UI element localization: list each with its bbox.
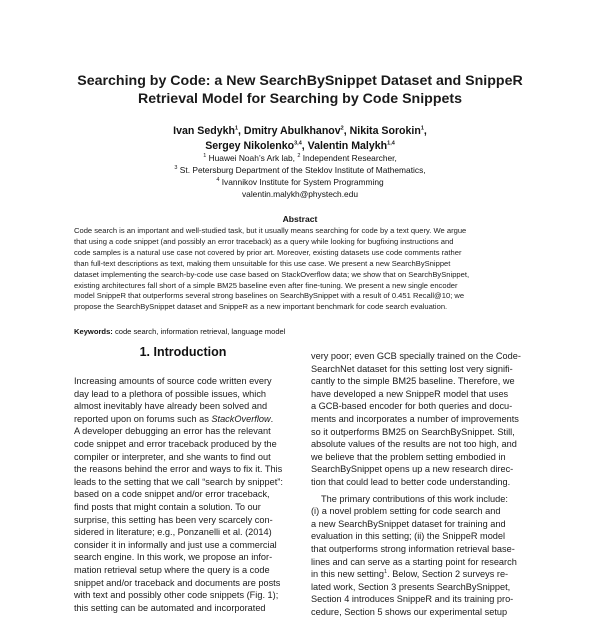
author-affil-mark: 1,4: [387, 140, 395, 147]
author-affil-mark: 2: [340, 125, 344, 132]
body-line: lated work, Section 3 presents SearchBySnippet,: [311, 581, 511, 592]
body-line: cantly to the simple BM25 baseline. Therefore, we: [311, 376, 515, 387]
body-line: The primary contributions of this work include:: [321, 493, 508, 504]
author-line-1: Ivan Sedykh$^1$, Dmitry Abulkhanov$^2$, Nikita Sorokin$^1$,: [173, 125, 427, 137]
contact-email: valentin.malykh@phystech.edu: [241, 189, 359, 199]
body-text: in this new setting: [311, 569, 385, 580]
abstract-line: dataset implementing the search-by-code use case based on StackOverflow data; we show that on SearchBySnippet,: [74, 269, 470, 279]
body-line: this setting can be automated and incorporated: [74, 602, 266, 613]
body-line: Increasing amounts of source code written every: [74, 376, 272, 386]
body-line: compiler or interpreter, and she wants to find out: [74, 451, 271, 462]
body-line: tion that could lead to better code understanding.: [311, 476, 511, 487]
footnote-mark: 1: [384, 569, 388, 576]
affiliation-line-1: [40, 152, 560, 164]
affil-text: St. Petersburg Department of the Steklov Institute of Mathematics,: [177, 165, 426, 175]
author-list: [40, 124, 560, 154]
body-line: code snippet and error traceback produced by the: [74, 438, 277, 449]
paper-title: [40, 72, 560, 108]
keywords-text: code search, information retrieval, language model: [112, 327, 286, 336]
body-line: based on a code snippet and/or error traceback,: [74, 489, 270, 500]
body-line: SearchNet dataset for this setting lost very signifi-: [311, 363, 513, 374]
affiliation-line-2: [40, 164, 560, 176]
abstract-heading: Abstract: [282, 214, 318, 224]
abstract-body: [74, 226, 529, 313]
body-line: the reasons behind the error and ways to fix it. This: [74, 464, 283, 475]
body-line: a new SearchBySnippet dataset for training and: [311, 518, 506, 529]
body-line: Section 4 introduces SnippeR and its training pro-: [311, 594, 514, 605]
body-line: (i) a novel problem setting for code search and: [311, 506, 501, 517]
body-line: evaluation in this setting; (ii) the SnippeR model: [311, 531, 506, 542]
title-line-2: Retrieval Model for Searching by Code Snippets: [137, 91, 462, 107]
body-line: find posts that might contain a solution. To our: [74, 501, 261, 512]
body-line: SearchBySnippet opens up a new research direc-: [311, 464, 514, 475]
body-line: so it outperforms BM25 on SearchBySnippet. Still,: [311, 426, 515, 437]
affil-mark: 1: [203, 153, 207, 160]
body-line: we believe that the problem setting embodied in: [311, 451, 506, 462]
abstract-line: that using a code snippet (and possibly an error traceback) as a query while looking for bugfixing instructions and: [74, 236, 454, 246]
left-column: [74, 375, 296, 614]
body-line: that outperforms strong information retrieval base-: [311, 543, 515, 554]
author-affil-mark: 1: [234, 125, 239, 132]
author-name: Nikita Sorokin: [349, 125, 421, 137]
affil-text: Ivannikov Institute for System Programming: [219, 177, 384, 187]
body-text: reported upon on forums such as: [74, 413, 212, 424]
author-affil-mark: 1: [420, 125, 424, 132]
affil-mark: 3: [174, 165, 178, 172]
body-line: consider it in informally and just use a commercial: [74, 539, 277, 550]
abstract-line: propose the SearchBySnippet dataset and SnippeR as a new important benchmark for code search evaluation.: [74, 302, 448, 312]
body-line: ments and incorporates a number of improvements: [311, 413, 519, 424]
author-name: Ivan Sedykh: [173, 125, 235, 137]
author-affil-mark: 3,4: [294, 140, 302, 147]
affil-text: Huawei Noah’s Ark lab,: [206, 153, 298, 163]
body-line: search engine. In this work, we propose an infor-: [74, 552, 273, 563]
abstract-line: existing architectures fall short of a simple BM25 baseline even after fine-tuning. We present a new single encoder: [74, 280, 458, 290]
body-text: .: [270, 413, 274, 424]
abstract-line: model SnippeR that outperforms several strong baselines on SearchBySnippet with a result of 0.451 Recall@10; we: [74, 291, 465, 301]
body-line: snippet and/or traceback and documents are posts: [74, 577, 281, 588]
affil-text: Independent Researcher,: [300, 153, 397, 163]
body-line: sidered in literature; e.g., Ponzanelli et al. (2014): [74, 527, 272, 538]
body-text: . Below, Section 2 surveys re-: [387, 569, 509, 580]
author-name: Sergey Nikolenko: [205, 140, 295, 152]
author-name: Valentin Malykh: [307, 140, 388, 152]
abstract-line: Code search is an important and well-studied task, but it usually means searching for code by a text query. We argue: [74, 226, 467, 235]
body-line: absolute values of the results are not too high, and: [311, 439, 517, 450]
affiliation-line-3: [40, 176, 560, 188]
affiliations: [40, 152, 560, 200]
keywords: [74, 327, 529, 336]
body-line: almost inevitably have already been solved and: [74, 401, 268, 412]
abstract-line: code samples is a natural use case not covered by prior art. Moreover, existing datasets use code comments rather: [74, 247, 462, 257]
section-heading-introduction: 1. Introduction: [139, 345, 227, 359]
abstract-line: than full-text descriptions as text, making them unsuitable for this use case. We present a new SearchBySnippet: [74, 258, 451, 268]
body-line: have developed a new SnippeR model that uses: [311, 388, 509, 399]
author-line-2: Sergey Nikolenko$^{3,4}$, Valentin Malykh$^{1,4}$: [205, 140, 395, 152]
title-line-1: Searching by Code: a New SearchBySnippet Dataset and SnippeR: [77, 73, 523, 89]
keywords-label: Keywords:: [74, 327, 113, 336]
body-line: [74, 413, 296, 426]
author-name: Dmitry Abulkhanov: [243, 125, 341, 137]
body-line: leads to the setting that we call “search by snippet”:: [74, 476, 283, 487]
body-line: A developer debugging an error has the relevant: [74, 426, 271, 437]
body-line: very poor; even GCB specially trained on the Code-: [311, 351, 521, 361]
body-line: lines and can serve as a starting point for research: [311, 556, 517, 567]
body-line: cedure, Section 5 shows our experimental setup: [311, 606, 508, 617]
right-column: [311, 350, 533, 618]
body-line: a GCB-based encoder for both queries and docu-: [311, 401, 513, 412]
body-line: mation retrieval setup where the query is a code: [74, 564, 270, 575]
affil-mark: 2: [297, 153, 301, 160]
affil-mark: 4: [216, 177, 220, 184]
body-line: with text and possibly other code snippets (Fig. 1);: [74, 590, 279, 601]
body-line: day lead to a plethora of possible issues, which: [74, 388, 267, 399]
body-line: [311, 568, 533, 581]
body-italic: StackOverflow: [211, 413, 271, 424]
body-line: surprise, this setting has been very scarcely con-: [74, 514, 273, 525]
